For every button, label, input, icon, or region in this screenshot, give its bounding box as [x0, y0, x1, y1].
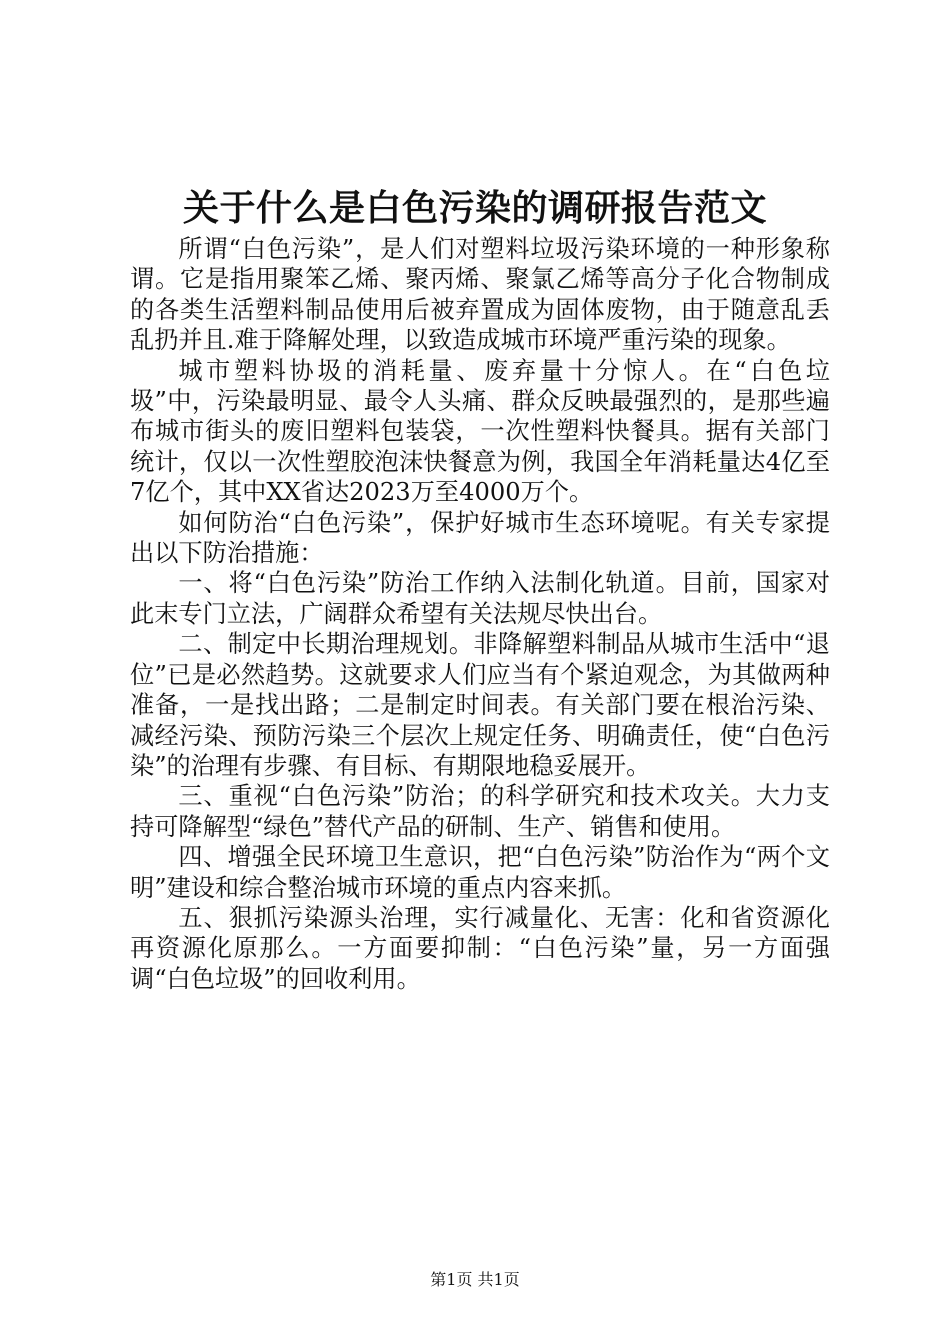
paragraph-consumption: 城市塑料协圾的消耗量、废弃量十分惊人。在“白色垃圾”中，污染最明显、最令人头痛、群众反映最强烈的，是那些遍布城市街头的废旧塑料包装袋，一次性塑料快餐具。据有关部门统计，仅以一次性塑胶泡沫快餐意为例，我国全年消耗量达4亿至7亿个，其中XX省达2023万至4000万个。 [130, 356, 830, 507]
paragraph-measure-5: 五、狠抓污染源头治理，实行减量化、无害：化和省资源化再资源化原那么。一方面要抑制：“白色污染”量，另一方面强调“白色垃圾”的回收利用。 [130, 903, 830, 993]
page-number-footer: 第1页 共1页 [430, 1270, 520, 1289]
paragraph-intro: 所谓“白色污染”，是人们对塑料垃圾污染环境的一种形象称谓。它是指用聚笨乙烯、聚丙烯、聚氯乙烯等高分子化合物制成的各类生活塑料制品使用后被弃置成为固体废物，由于随意乱丢乱扔并且.难于降解处理，以致造成城市环境严重污染的现象。 [130, 235, 830, 355]
paragraph-question: 如何防治“白色污染”，保护好城市生态环境呢。有关专家提出以下防治措施： [130, 508, 830, 568]
paragraph-measure-1: 一、将“白色污染”防治工作纳入法制化轨道。目前，国家对此末专门立法，广阔群众希望有关法规尽快出台。 [130, 569, 830, 628]
paragraph-measure-4: 四、增强全民环境卫生意识，把“白色污染”防治作为“两个文明”建设和综合整治城市环境的重点内容来抓。 [130, 843, 830, 902]
document-title: 关于什么是白色污染的调研报告范文 [182, 187, 767, 229]
paragraph-measure-3: 三、重视“白色污染”防治；的科学研究和技术攻关。大力支持可降解型“绿色”替代产品的研制、生产、销售和使用。 [130, 782, 830, 841]
paragraph-measure-2: 二、制定中长期治理规划。非降解塑料制品从城市生活中“退位”已是必然趋势。这就要求人们应当有个紧迫观念，为其做两种准备，一是找出路；二是制定时间表。有关部门要在根治污染、减经污染、预防污染三个层次上规定任务、明确责任，使“白色污染”的治理有步骤、有目标、有期限地稳妥展开。 [130, 630, 830, 780]
document-body [130, 234, 830, 994]
